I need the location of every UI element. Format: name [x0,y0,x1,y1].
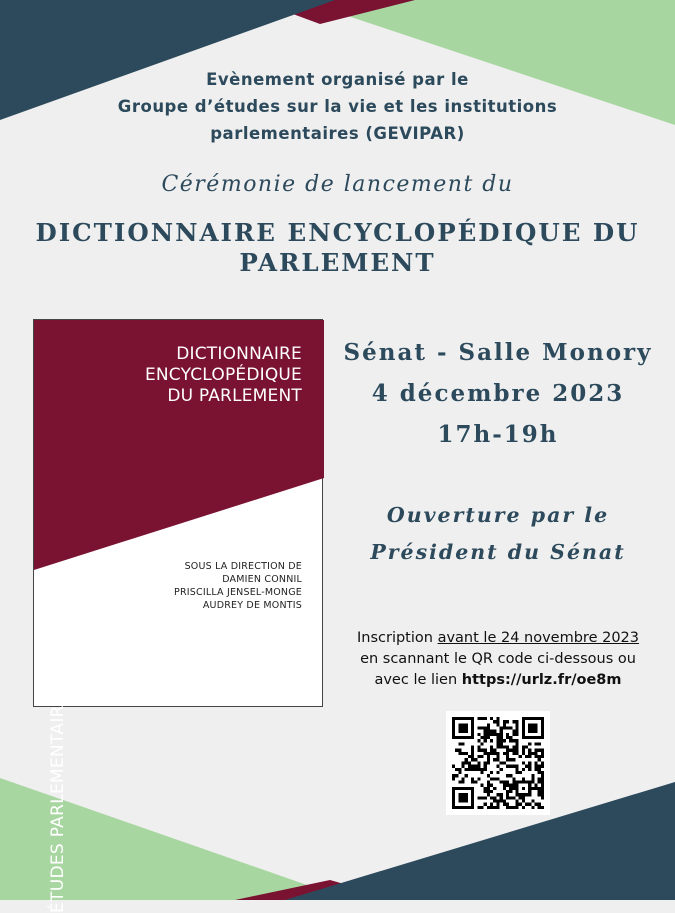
book-credits-line-4: AUDREY DE MONTIS [202,600,302,611]
registration-line-2: en scannant le QR code ci-dessous ou [360,651,636,667]
opening-line-1: Ouverture par le [386,503,610,527]
event-time: 17h-19h [437,421,559,448]
organizer-text [0,66,675,147]
opening-text [330,497,666,571]
registration-prefix: Inscription [357,630,438,646]
book-credits-line-2: DAMIEN CONNIL [222,574,302,585]
event-title [0,218,675,278]
book-title [145,344,302,407]
event-subtitle: Cérémonie de lancement du [161,172,514,197]
registration-line-3-prefix: avec le lien [374,672,462,688]
qr-code-icon[interactable] [446,711,550,815]
book-title-line-2: ENCYCLOPÉDIQUE [144,365,302,385]
event-venue: Sénat - Salle Monory [343,339,653,366]
registration-line-3 [330,670,666,691]
organizer-line-3: parlementaires (GEVIPAR) [210,124,465,143]
event-title-line-2: PARLEMENT [239,248,436,277]
book-credits-line-1: SOUS LA DIRECTION DE [184,561,302,572]
registration-link[interactable]: https://urlz.fr/oe8m [461,672,622,688]
book-title-line-1: DICTIONNAIRE [176,344,302,364]
book-title-line-3: DU PARLEMENT [167,386,302,406]
event-details [330,332,666,455]
organizer-line-2: Groupe d’études sur la vie et les institutions [117,97,558,116]
book-series-label [48,683,68,913]
qr-code-pattern [452,717,544,809]
registration-line-1 [330,628,666,649]
opening-line-2: Président du Sénat [370,540,626,564]
book-series-text: ÉTUDES PARLEMENTAIRES [48,683,68,913]
registration-deadline: avant le 24 novembre 2023 [437,630,639,646]
book-credits-line-3: PRISCILLA JENSEL-MONGE [174,587,302,598]
event-title-line-1: DICTIONNAIRE ENCYCLOPÉDIQUE DU [35,218,640,247]
event-date: 4 décembre 2023 [371,380,625,407]
organizer-line-1: Evènement organisé par le [206,70,469,89]
book-cover [33,319,323,913]
registration-info [330,628,666,691]
book-credits [174,560,302,612]
